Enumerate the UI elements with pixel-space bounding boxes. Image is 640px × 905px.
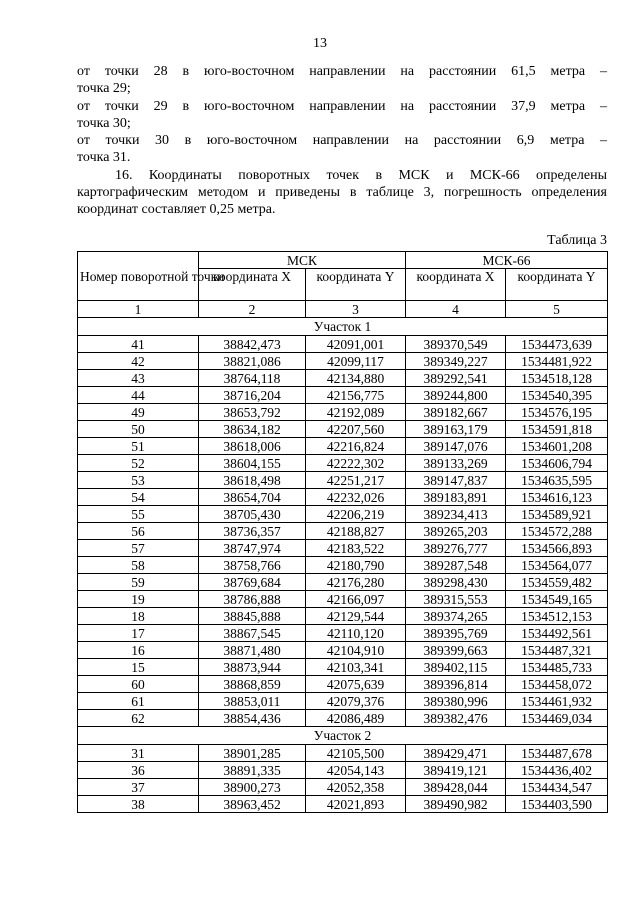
msk-x-cell: 38769,684 [199, 574, 306, 591]
msk66-x-cell: 389276,777 [406, 540, 506, 557]
point-number-cell: 51 [78, 438, 199, 455]
point-number-cell: 59 [78, 574, 199, 591]
point-number-cell: 60 [78, 676, 199, 693]
msk-x-cell: 38867,545 [199, 625, 306, 642]
table-row [78, 608, 608, 625]
msk-x-cell: 38871,480 [199, 642, 306, 659]
msk-x-cell: 38873,944 [199, 659, 306, 676]
msk-y-cell: 42188,827 [306, 523, 406, 540]
msk-y-cell: 42091,001 [306, 336, 406, 353]
msk66-x-cell: 389395,769 [406, 625, 506, 642]
msk66-x-cell: 389244,800 [406, 387, 506, 404]
msk66-x-cell: 389265,203 [406, 523, 506, 540]
table-row [78, 710, 608, 727]
point-number-cell: 55 [78, 506, 199, 523]
msk66-y-cell: 1534518,128 [506, 370, 608, 387]
msk-y-cell: 42079,376 [306, 693, 406, 710]
table-row [78, 745, 608, 762]
header-row-groups [78, 252, 608, 269]
msk-y-cell: 42192,089 [306, 404, 406, 421]
point-number-cell: 38 [78, 796, 199, 813]
msk66-x-cell: 389147,076 [406, 438, 506, 455]
msk66-x-cell: 389382,476 [406, 710, 506, 727]
column-number: 5 [506, 301, 608, 318]
msk66-y-cell: 1534616,123 [506, 489, 608, 506]
table-row [78, 796, 608, 813]
paragraph-line: точка 29; [77, 81, 131, 97]
column-number: 1 [78, 301, 199, 318]
msk66-x-cell: 389380,996 [406, 693, 506, 710]
paragraph-line: от точки 30 в юго-восточном направлении на расстоянии 6,9 метра – [77, 133, 607, 149]
point-number-cell: 43 [78, 370, 199, 387]
msk66-x-cell: 389163,179 [406, 421, 506, 438]
msk-y-cell: 42222,302 [306, 455, 406, 472]
msk-x-cell: 38653,792 [199, 404, 306, 421]
msk66-x-cell: 389349,227 [406, 353, 506, 370]
msk66-y-cell: 1534492,561 [506, 625, 608, 642]
paragraph-16-line: 16. Координаты поворотных точек в МСК и МСК-66 определены [115, 167, 607, 183]
section-title: Участок 2 [78, 727, 608, 745]
section-row [78, 318, 608, 336]
msk66-x-cell: 389428,044 [406, 779, 506, 796]
msk-y-cell: 42183,522 [306, 540, 406, 557]
page-number: 13 [313, 36, 327, 51]
msk66-y-cell: 1534566,893 [506, 540, 608, 557]
point-number-cell: 44 [78, 387, 199, 404]
msk-x-cell: 38842,473 [199, 336, 306, 353]
table-row [78, 540, 608, 557]
msk-x-cell: 38634,182 [199, 421, 306, 438]
column-number-row [78, 301, 608, 318]
msk66-y-cell: 1534487,678 [506, 745, 608, 762]
table-row [78, 438, 608, 455]
table-row [78, 472, 608, 489]
msk-x-cell: 38618,498 [199, 472, 306, 489]
point-number-cell: 19 [78, 591, 199, 608]
msk66-x-cell: 389133,269 [406, 455, 506, 472]
msk66-x-cell: 389399,663 [406, 642, 506, 659]
msk-y-cell: 42129,544 [306, 608, 406, 625]
table-row [78, 353, 608, 370]
msk-x-cell: 38747,974 [199, 540, 306, 557]
msk-y-cell: 42054,143 [306, 762, 406, 779]
point-number-header: Номер поворотной точки [78, 252, 199, 301]
section-row [78, 727, 608, 745]
msk66-y-cell: 1534635,595 [506, 472, 608, 489]
table-row [78, 693, 608, 710]
msk-x-cell: 38736,357 [199, 523, 306, 540]
point-number-cell: 37 [78, 779, 199, 796]
table-row [78, 404, 608, 421]
msk-y-cell: 42216,824 [306, 438, 406, 455]
point-number-cell: 62 [78, 710, 199, 727]
msk-x-cell: 38868,859 [199, 676, 306, 693]
msk-y-cell: 42232,026 [306, 489, 406, 506]
msk-y-cell: 42206,219 [306, 506, 406, 523]
column-number: 4 [406, 301, 506, 318]
point-number-cell: 49 [78, 404, 199, 421]
paragraph-line: от точки 29 в юго-восточном направлении на расстоянии 37,9 метра – [77, 98, 607, 114]
column-number: 2 [199, 301, 306, 318]
msk-y-cell: 42099,117 [306, 353, 406, 370]
table-row [78, 523, 608, 540]
point-number-cell: 15 [78, 659, 199, 676]
paragraph-16-line: координат составляет 0,25 метра. [77, 202, 276, 218]
table-row [78, 489, 608, 506]
table-caption: Таблица 3 [547, 233, 607, 248]
msk-x-cell: 38716,204 [199, 387, 306, 404]
msk66-y-cell: 1534564,077 [506, 557, 608, 574]
msk66-y-header: координата Y [506, 269, 608, 301]
body-text [77, 63, 607, 219]
msk66-y-cell: 1534512,153 [506, 608, 608, 625]
msk-y-cell: 42105,500 [306, 745, 406, 762]
table-row [78, 762, 608, 779]
msk-y-cell: 42176,280 [306, 574, 406, 591]
msk66-y-cell: 1534403,590 [506, 796, 608, 813]
msk66-y-cell: 1534469,034 [506, 710, 608, 727]
msk-x-cell: 38963,452 [199, 796, 306, 813]
point-number-cell: 57 [78, 540, 199, 557]
point-number-cell: 17 [78, 625, 199, 642]
msk-x-cell: 38853,011 [199, 693, 306, 710]
point-number-cell: 56 [78, 523, 199, 540]
msk-x-cell: 38821,086 [199, 353, 306, 370]
msk66-y-cell: 1534591,818 [506, 421, 608, 438]
msk66-y-cell: 1534540,395 [506, 387, 608, 404]
table-row [78, 336, 608, 353]
msk66-x-cell: 389234,413 [406, 506, 506, 523]
table-row [78, 591, 608, 608]
msk-x-cell: 38891,335 [199, 762, 306, 779]
msk66-y-cell: 1534436,402 [506, 762, 608, 779]
msk66-y-cell: 1534576,195 [506, 404, 608, 421]
msk-y-cell: 42207,560 [306, 421, 406, 438]
paragraph-line: точка 30; [77, 115, 131, 131]
point-number-cell: 41 [78, 336, 199, 353]
point-number-cell: 42 [78, 353, 199, 370]
msk66-x-cell: 389298,430 [406, 574, 506, 591]
msk-x-cell: 38764,118 [199, 370, 306, 387]
msk66-y-cell: 1534434,547 [506, 779, 608, 796]
point-number-cell: 54 [78, 489, 199, 506]
msk66-x-cell: 389315,553 [406, 591, 506, 608]
table-body [78, 318, 608, 813]
table-row [78, 625, 608, 642]
msk-x-cell: 38758,766 [199, 557, 306, 574]
msk-x-cell: 38901,285 [199, 745, 306, 762]
table-row [78, 387, 608, 404]
msk-y-cell: 42110,120 [306, 625, 406, 642]
column-number: 3 [306, 301, 406, 318]
msk66-x-header: координата X [406, 269, 506, 301]
msk66-y-cell: 1534559,482 [506, 574, 608, 591]
msk-header: МСК [199, 252, 406, 269]
msk-x-header: координата X [199, 269, 306, 301]
msk66-header: МСК-66 [406, 252, 608, 269]
msk-x-cell: 38845,888 [199, 608, 306, 625]
msk66-y-cell: 1534601,208 [506, 438, 608, 455]
table-row [78, 557, 608, 574]
msk66-x-cell: 389182,667 [406, 404, 506, 421]
section-title: Участок 1 [78, 318, 608, 336]
point-number-cell: 18 [78, 608, 199, 625]
paragraph-line: от точки 28 в юго-восточном направлении на расстоянии 61,5 метра – [77, 64, 607, 79]
msk-y-cell: 42180,790 [306, 557, 406, 574]
table-row [78, 676, 608, 693]
msk-x-cell: 38618,006 [199, 438, 306, 455]
msk-y-cell: 42086,489 [306, 710, 406, 727]
msk-y-cell: 42103,341 [306, 659, 406, 676]
msk66-x-cell: 389419,121 [406, 762, 506, 779]
point-number-cell: 58 [78, 557, 199, 574]
msk66-x-cell: 389402,115 [406, 659, 506, 676]
point-number-cell: 52 [78, 455, 199, 472]
msk-y-cell: 42134,880 [306, 370, 406, 387]
table-row [78, 642, 608, 659]
msk-x-cell: 38654,704 [199, 489, 306, 506]
msk66-y-cell: 1534572,288 [506, 523, 608, 540]
msk-x-cell: 38604,155 [199, 455, 306, 472]
msk66-x-cell: 389370,549 [406, 336, 506, 353]
msk-y-header: координата Y [306, 269, 406, 301]
msk-y-cell: 42166,097 [306, 591, 406, 608]
msk-y-cell: 42251,217 [306, 472, 406, 489]
paragraph-line: точка 31. [77, 150, 131, 166]
msk-y-cell: 42156,775 [306, 387, 406, 404]
point-number-cell: 61 [78, 693, 199, 710]
msk-y-cell: 42104,910 [306, 642, 406, 659]
msk66-x-cell: 389429,471 [406, 745, 506, 762]
msk-x-cell: 38786,888 [199, 591, 306, 608]
point-number-cell: 53 [78, 472, 199, 489]
table-row [78, 455, 608, 472]
msk66-y-cell: 1534481,922 [506, 353, 608, 370]
table-row [78, 574, 608, 591]
msk-y-cell: 42075,639 [306, 676, 406, 693]
msk66-x-cell: 389287,548 [406, 557, 506, 574]
table-row [78, 779, 608, 796]
coordinates-table [77, 251, 608, 813]
msk66-x-cell: 389292,541 [406, 370, 506, 387]
msk66-x-cell: 389374,265 [406, 608, 506, 625]
point-number-cell: 31 [78, 745, 199, 762]
msk66-y-cell: 1534589,921 [506, 506, 608, 523]
msk66-x-cell: 389147,837 [406, 472, 506, 489]
msk66-y-cell: 1534606,794 [506, 455, 608, 472]
msk66-y-cell: 1534485,733 [506, 659, 608, 676]
msk-x-cell: 38705,430 [199, 506, 306, 523]
msk66-x-cell: 389490,982 [406, 796, 506, 813]
msk66-y-cell: 1534461,932 [506, 693, 608, 710]
point-number-cell: 16 [78, 642, 199, 659]
msk66-y-cell: 1534487,321 [506, 642, 608, 659]
table-row [78, 659, 608, 676]
msk66-y-cell: 1534473,639 [506, 336, 608, 353]
point-number-cell: 36 [78, 762, 199, 779]
msk-x-cell: 38854,436 [199, 710, 306, 727]
table-row [78, 370, 608, 387]
table-row [78, 421, 608, 438]
msk66-x-cell: 389183,891 [406, 489, 506, 506]
point-number-cell: 50 [78, 421, 199, 438]
table-row [78, 506, 608, 523]
msk66-x-cell: 389396,814 [406, 676, 506, 693]
paragraph-16-line: картографическим методом и приведены в таблице 3, погрешность определения [77, 185, 607, 201]
msk66-y-cell: 1534549,165 [506, 591, 608, 608]
msk-y-cell: 42052,358 [306, 779, 406, 796]
msk-x-cell: 38900,273 [199, 779, 306, 796]
msk66-y-cell: 1534458,072 [506, 676, 608, 693]
msk-y-cell: 42021,893 [306, 796, 406, 813]
